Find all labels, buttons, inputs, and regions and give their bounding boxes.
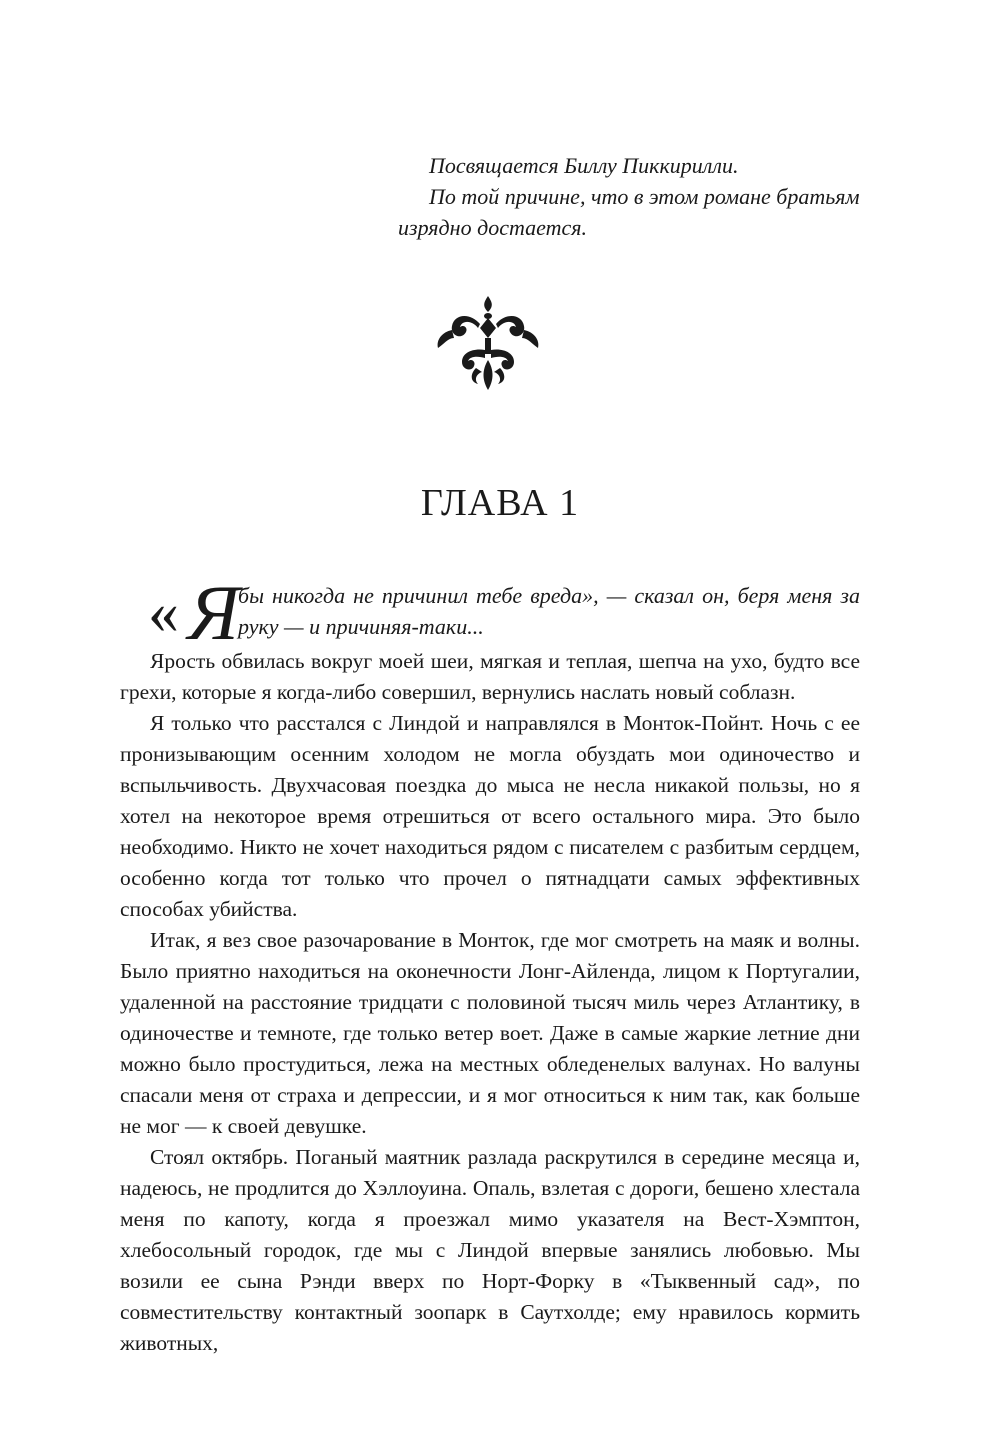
paragraph: Я только что расстался с Линдой и направлялся в Монток-Пойнт. Ночь с ее пронизывающим осенним холодом не могла обуздать мои одиночество и вспыльчивость. Двухчасовая поездка до мыса не несла никакой пользы, но я хотел на некоторое время отрешиться от всего остального мира. Это было необходимо. Никто не хочет находиться рядом с писателем с разбитым сердцем, особенно когда тот только что прочел о пятнадцати самых эффективных способах убийства. [120, 711, 860, 921]
opening-text: бы никогда не причинил тебе вреда», — сказал он, беря меня за руку — и причиняя-таки... [238, 583, 860, 639]
paragraph: Ярость обвилась вокруг моей шеи, мягкая и теплая, шепча на ухо, будто все грехи, которые я когда-либо совершил, вернулись наслать новый соблазн. [120, 649, 860, 704]
drop-cap: Я [188, 569, 240, 656]
dedication-line-2: По той причине, что в этом романе братьям изрядно достается. [398, 184, 860, 240]
chapter-title: ГЛАВА 1 [420, 482, 580, 524]
floral-ornament-icon [432, 294, 544, 394]
opening-line [148, 569, 860, 656]
dedication [398, 150, 868, 243]
paragraph: Итак, я вез свое разочарование в Монток, где мог смотреть на маяк и волны. Было приятно находиться на оконечности Лонг-Айленда, лицом к Португалии, удаленной на расстояние тридцати с половиной тысяч миль через Атлантику, в одиночестве и темноте, где только ветер воет. Даже в самые жаркие летние дни можно было простудиться, лежа на местных обледенелых валунах. Но валуны спасали меня от страха и депрессии, и я мог относиться к ним так, как больше не мог — к своей девушке. [120, 928, 860, 1138]
dedication-line-1: Посвящается Биллу Пиккирилли. [429, 153, 739, 178]
opening-quote-mark: « [148, 579, 179, 647]
chapter-body [120, 646, 860, 1359]
paragraph: Стоял октябрь. Поганый маятник разлада раскрутился в середине месяца и, надеюсь, не продлится до Хэллоуина. Опаль, взлетая с дороги, бешено хлестала меня по капоту, когда я проезжал мимо указателя на Вест-Хэмптон, хлебосольный городок, где мы с Линдой впервые занялись любовью. Мы возили ее сына Рэнди вверх по Норт-Форку в «Тыквенный сад», по совместительству контактный зоопарк в Саутхолде; ему нравилось кормить животных, [120, 1145, 860, 1355]
